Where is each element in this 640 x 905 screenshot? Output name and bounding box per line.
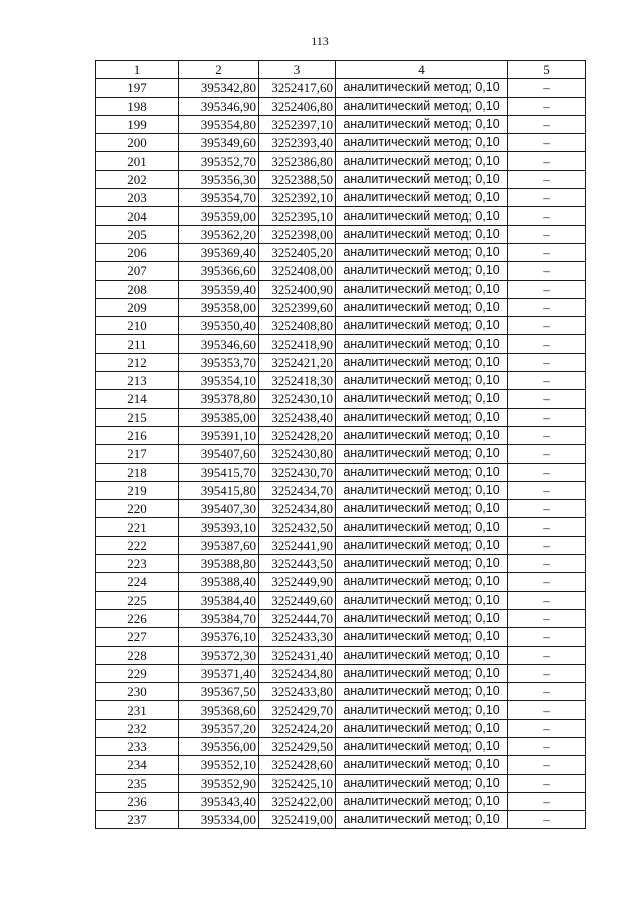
note-cell: –	[508, 207, 586, 225]
table-row	[96, 683, 586, 701]
y-coordinate-cell: 3252449,60	[259, 591, 336, 609]
table-row	[96, 555, 586, 573]
note-cell: –	[508, 335, 586, 353]
method-cell: аналитический метод; 0,10	[336, 518, 508, 536]
table-row	[96, 719, 586, 737]
y-coordinate-cell: 3252432,50	[259, 518, 336, 536]
method-cell: аналитический метод; 0,10	[336, 481, 508, 499]
note-cell: –	[508, 609, 586, 627]
table-row	[96, 134, 586, 152]
note-cell: –	[508, 170, 586, 188]
x-coordinate-cell: 395354,10	[179, 372, 259, 390]
y-coordinate-cell: 3252393,40	[259, 134, 336, 152]
y-coordinate-cell: 3252405,20	[259, 243, 336, 261]
table-row	[96, 573, 586, 591]
y-coordinate-cell: 3252430,10	[259, 390, 336, 408]
point-number-cell: 211	[96, 335, 179, 353]
table-row	[96, 792, 586, 810]
method-cell: аналитический метод; 0,10	[336, 170, 508, 188]
y-coordinate-cell: 3252399,60	[259, 298, 336, 316]
y-coordinate-cell: 3252444,70	[259, 609, 336, 627]
y-coordinate-cell: 3252419,00	[259, 811, 336, 829]
note-cell: –	[508, 445, 586, 463]
method-cell: аналитический метод; 0,10	[336, 573, 508, 591]
method-cell: аналитический метод; 0,10	[336, 536, 508, 554]
x-coordinate-cell: 395356,30	[179, 170, 259, 188]
point-number-cell: 220	[96, 500, 179, 518]
table-row	[96, 115, 586, 133]
table-row	[96, 701, 586, 719]
x-coordinate-cell: 395346,90	[179, 97, 259, 115]
point-number-cell: 237	[96, 811, 179, 829]
x-coordinate-cell: 395388,40	[179, 573, 259, 591]
x-coordinate-cell: 395346,60	[179, 335, 259, 353]
x-coordinate-cell: 395343,40	[179, 792, 259, 810]
method-cell: аналитический метод; 0,10	[336, 115, 508, 133]
y-coordinate-cell: 3252431,40	[259, 646, 336, 664]
point-number-cell: 227	[96, 628, 179, 646]
method-cell: аналитический метод; 0,10	[336, 774, 508, 792]
method-cell: аналитический метод; 0,10	[336, 353, 508, 371]
note-cell: –	[508, 646, 586, 664]
table-row	[96, 152, 586, 170]
x-coordinate-cell: 395354,70	[179, 189, 259, 207]
method-cell: аналитический метод; 0,10	[336, 372, 508, 390]
y-coordinate-cell: 3252397,10	[259, 115, 336, 133]
note-cell: –	[508, 317, 586, 335]
point-number-cell: 213	[96, 372, 179, 390]
note-cell: –	[508, 408, 586, 426]
y-coordinate-cell: 3252434,70	[259, 481, 336, 499]
table-row	[96, 372, 586, 390]
y-coordinate-cell: 3252441,90	[259, 536, 336, 554]
point-number-cell: 229	[96, 664, 179, 682]
note-cell: –	[508, 97, 586, 115]
method-cell: аналитический метод; 0,10	[336, 500, 508, 518]
method-cell: аналитический метод; 0,10	[336, 335, 508, 353]
point-number-cell: 204	[96, 207, 179, 225]
x-coordinate-cell: 395393,10	[179, 518, 259, 536]
method-cell: аналитический метод; 0,10	[336, 207, 508, 225]
coordinates-table	[95, 60, 586, 829]
note-cell: –	[508, 683, 586, 701]
point-number-cell: 232	[96, 719, 179, 737]
point-number-cell: 215	[96, 408, 179, 426]
method-cell: аналитический метод; 0,10	[336, 134, 508, 152]
table-row	[96, 243, 586, 261]
column-header: 1	[96, 61, 179, 79]
x-coordinate-cell: 395352,70	[179, 152, 259, 170]
table-row	[96, 536, 586, 554]
column-header: 3	[259, 61, 336, 79]
note-cell: –	[508, 280, 586, 298]
point-number-cell: 221	[96, 518, 179, 536]
table-row	[96, 390, 586, 408]
point-number-cell: 219	[96, 481, 179, 499]
point-number-cell: 199	[96, 115, 179, 133]
point-number-cell: 210	[96, 317, 179, 335]
point-number-cell: 201	[96, 152, 179, 170]
note-cell: –	[508, 225, 586, 243]
method-cell: аналитический метод; 0,10	[336, 317, 508, 335]
method-cell: аналитический метод; 0,10	[336, 555, 508, 573]
point-number-cell: 212	[96, 353, 179, 371]
x-coordinate-cell: 395353,70	[179, 353, 259, 371]
table-row	[96, 207, 586, 225]
note-cell: –	[508, 591, 586, 609]
point-number-cell: 205	[96, 225, 179, 243]
point-number-cell: 209	[96, 298, 179, 316]
y-coordinate-cell: 3252422,00	[259, 792, 336, 810]
column-header: 2	[179, 61, 259, 79]
column-header: 4	[336, 61, 508, 79]
x-coordinate-cell: 395387,60	[179, 536, 259, 554]
table-row	[96, 774, 586, 792]
x-coordinate-cell: 395372,30	[179, 646, 259, 664]
note-cell: –	[508, 189, 586, 207]
point-number-cell: 234	[96, 756, 179, 774]
method-cell: аналитический метод; 0,10	[336, 756, 508, 774]
table-row	[96, 335, 586, 353]
point-number-cell: 207	[96, 262, 179, 280]
y-coordinate-cell: 3252386,80	[259, 152, 336, 170]
method-cell: аналитический метод; 0,10	[336, 426, 508, 444]
method-cell: аналитический метод; 0,10	[336, 262, 508, 280]
table-row	[96, 463, 586, 481]
table-row	[96, 628, 586, 646]
column-header: 5	[508, 61, 586, 79]
method-cell: аналитический метод; 0,10	[336, 225, 508, 243]
point-number-cell: 216	[96, 426, 179, 444]
table-body	[96, 61, 586, 829]
note-cell: –	[508, 573, 586, 591]
x-coordinate-cell: 395371,40	[179, 664, 259, 682]
point-number-cell: 226	[96, 609, 179, 627]
table-row	[96, 609, 586, 627]
y-coordinate-cell: 3252438,40	[259, 408, 336, 426]
y-coordinate-cell: 3252434,80	[259, 664, 336, 682]
y-coordinate-cell: 3252418,90	[259, 335, 336, 353]
x-coordinate-cell: 395369,40	[179, 243, 259, 261]
method-cell: аналитический метод; 0,10	[336, 408, 508, 426]
point-number-cell: 198	[96, 97, 179, 115]
note-cell: –	[508, 737, 586, 755]
table-row	[96, 408, 586, 426]
table-row	[96, 97, 586, 115]
point-number-cell: 206	[96, 243, 179, 261]
table-row	[96, 664, 586, 682]
note-cell: –	[508, 390, 586, 408]
page-number: 113	[311, 34, 329, 48]
table-row	[96, 646, 586, 664]
x-coordinate-cell: 395384,40	[179, 591, 259, 609]
x-coordinate-cell: 395388,80	[179, 555, 259, 573]
x-coordinate-cell: 395366,60	[179, 262, 259, 280]
y-coordinate-cell: 3252429,70	[259, 701, 336, 719]
method-cell: аналитический метод; 0,10	[336, 445, 508, 463]
table-row	[96, 353, 586, 371]
point-number-cell: 223	[96, 555, 179, 573]
table-row	[96, 189, 586, 207]
x-coordinate-cell: 395407,30	[179, 500, 259, 518]
x-coordinate-cell: 395385,00	[179, 408, 259, 426]
note-cell: –	[508, 756, 586, 774]
point-number-cell: 225	[96, 591, 179, 609]
x-coordinate-cell: 395415,70	[179, 463, 259, 481]
x-coordinate-cell: 395384,70	[179, 609, 259, 627]
table-row	[96, 225, 586, 243]
note-cell: –	[508, 628, 586, 646]
note-cell: –	[508, 792, 586, 810]
point-number-cell: 231	[96, 701, 179, 719]
note-cell: –	[508, 811, 586, 829]
note-cell: –	[508, 500, 586, 518]
x-coordinate-cell: 395359,00	[179, 207, 259, 225]
table-row	[96, 811, 586, 829]
x-coordinate-cell: 395358,00	[179, 298, 259, 316]
y-coordinate-cell: 3252395,10	[259, 207, 336, 225]
x-coordinate-cell: 395350,40	[179, 317, 259, 335]
x-coordinate-cell: 395342,80	[179, 79, 259, 97]
x-coordinate-cell: 395359,40	[179, 280, 259, 298]
table-row	[96, 481, 586, 499]
note-cell: –	[508, 298, 586, 316]
x-coordinate-cell: 395356,00	[179, 737, 259, 755]
x-coordinate-cell: 395367,50	[179, 683, 259, 701]
point-number-cell: 203	[96, 189, 179, 207]
note-cell: –	[508, 536, 586, 554]
y-coordinate-cell: 3252418,30	[259, 372, 336, 390]
x-coordinate-cell: 395362,20	[179, 225, 259, 243]
method-cell: аналитический метод; 0,10	[336, 683, 508, 701]
x-coordinate-cell: 395391,10	[179, 426, 259, 444]
method-cell: аналитический метод; 0,10	[336, 97, 508, 115]
note-cell: –	[508, 719, 586, 737]
point-number-cell: 218	[96, 463, 179, 481]
point-number-cell: 202	[96, 170, 179, 188]
point-number-cell: 228	[96, 646, 179, 664]
point-number-cell: 217	[96, 445, 179, 463]
table-header-row	[96, 61, 586, 79]
point-number-cell: 230	[96, 683, 179, 701]
point-number-cell: 200	[96, 134, 179, 152]
point-number-cell: 233	[96, 737, 179, 755]
table-row	[96, 500, 586, 518]
table-row	[96, 298, 586, 316]
x-coordinate-cell: 395349,60	[179, 134, 259, 152]
method-cell: аналитический метод; 0,10	[336, 646, 508, 664]
method-cell: аналитический метод; 0,10	[336, 280, 508, 298]
y-coordinate-cell: 3252449,90	[259, 573, 336, 591]
y-coordinate-cell: 3252428,20	[259, 426, 336, 444]
table-row	[96, 280, 586, 298]
y-coordinate-cell: 3252429,50	[259, 737, 336, 755]
y-coordinate-cell: 3252421,20	[259, 353, 336, 371]
point-number-cell: 222	[96, 536, 179, 554]
x-coordinate-cell: 395352,90	[179, 774, 259, 792]
method-cell: аналитический метод; 0,10	[336, 189, 508, 207]
method-cell: аналитический метод; 0,10	[336, 591, 508, 609]
y-coordinate-cell: 3252428,60	[259, 756, 336, 774]
y-coordinate-cell: 3252408,80	[259, 317, 336, 335]
point-number-cell: 224	[96, 573, 179, 591]
note-cell: –	[508, 243, 586, 261]
point-number-cell: 208	[96, 280, 179, 298]
table-row	[96, 591, 586, 609]
table-row	[96, 170, 586, 188]
point-number-cell: 236	[96, 792, 179, 810]
note-cell: –	[508, 134, 586, 152]
point-number-cell: 214	[96, 390, 179, 408]
y-coordinate-cell: 3252430,70	[259, 463, 336, 481]
note-cell: –	[508, 463, 586, 481]
note-cell: –	[508, 426, 586, 444]
note-cell: –	[508, 79, 586, 97]
method-cell: аналитический метод; 0,10	[336, 79, 508, 97]
method-cell: аналитический метод; 0,10	[336, 609, 508, 627]
y-coordinate-cell: 3252425,10	[259, 774, 336, 792]
y-coordinate-cell: 3252430,80	[259, 445, 336, 463]
y-coordinate-cell: 3252388,50	[259, 170, 336, 188]
table-row	[96, 737, 586, 755]
note-cell: –	[508, 353, 586, 371]
note-cell: –	[508, 481, 586, 499]
point-number-cell: 235	[96, 774, 179, 792]
note-cell: –	[508, 262, 586, 280]
x-coordinate-cell: 395376,10	[179, 628, 259, 646]
note-cell: –	[508, 152, 586, 170]
note-cell: –	[508, 664, 586, 682]
method-cell: аналитический метод; 0,10	[336, 719, 508, 737]
y-coordinate-cell: 3252433,80	[259, 683, 336, 701]
note-cell: –	[508, 115, 586, 133]
y-coordinate-cell: 3252406,80	[259, 97, 336, 115]
table-row	[96, 518, 586, 536]
y-coordinate-cell: 3252398,00	[259, 225, 336, 243]
table-row	[96, 317, 586, 335]
note-cell: –	[508, 774, 586, 792]
x-coordinate-cell: 395334,00	[179, 811, 259, 829]
y-coordinate-cell: 3252443,50	[259, 555, 336, 573]
x-coordinate-cell: 395407,60	[179, 445, 259, 463]
y-coordinate-cell: 3252392,10	[259, 189, 336, 207]
table-row	[96, 445, 586, 463]
method-cell: аналитический метод; 0,10	[336, 243, 508, 261]
x-coordinate-cell: 395357,20	[179, 719, 259, 737]
method-cell: аналитический метод; 0,10	[336, 664, 508, 682]
x-coordinate-cell: 395378,80	[179, 390, 259, 408]
y-coordinate-cell: 3252434,80	[259, 500, 336, 518]
x-coordinate-cell: 395352,10	[179, 756, 259, 774]
method-cell: аналитический метод; 0,10	[336, 152, 508, 170]
y-coordinate-cell: 3252424,20	[259, 719, 336, 737]
method-cell: аналитический метод; 0,10	[336, 390, 508, 408]
note-cell: –	[508, 701, 586, 719]
x-coordinate-cell: 395368,60	[179, 701, 259, 719]
method-cell: аналитический метод; 0,10	[336, 628, 508, 646]
x-coordinate-cell: 395415,80	[179, 481, 259, 499]
note-cell: –	[508, 518, 586, 536]
x-coordinate-cell: 395354,80	[179, 115, 259, 133]
method-cell: аналитический метод; 0,10	[336, 792, 508, 810]
method-cell: аналитический метод; 0,10	[336, 701, 508, 719]
table-row	[96, 79, 586, 97]
y-coordinate-cell: 3252433,30	[259, 628, 336, 646]
note-cell: –	[508, 372, 586, 390]
method-cell: аналитический метод; 0,10	[336, 737, 508, 755]
table-row	[96, 426, 586, 444]
y-coordinate-cell: 3252400,90	[259, 280, 336, 298]
y-coordinate-cell: 3252417,60	[259, 79, 336, 97]
point-number-cell: 197	[96, 79, 179, 97]
method-cell: аналитический метод; 0,10	[336, 463, 508, 481]
method-cell: аналитический метод; 0,10	[336, 298, 508, 316]
y-coordinate-cell: 3252408,00	[259, 262, 336, 280]
method-cell: аналитический метод; 0,10	[336, 811, 508, 829]
note-cell: –	[508, 555, 586, 573]
table-row	[96, 262, 586, 280]
table-row	[96, 756, 586, 774]
